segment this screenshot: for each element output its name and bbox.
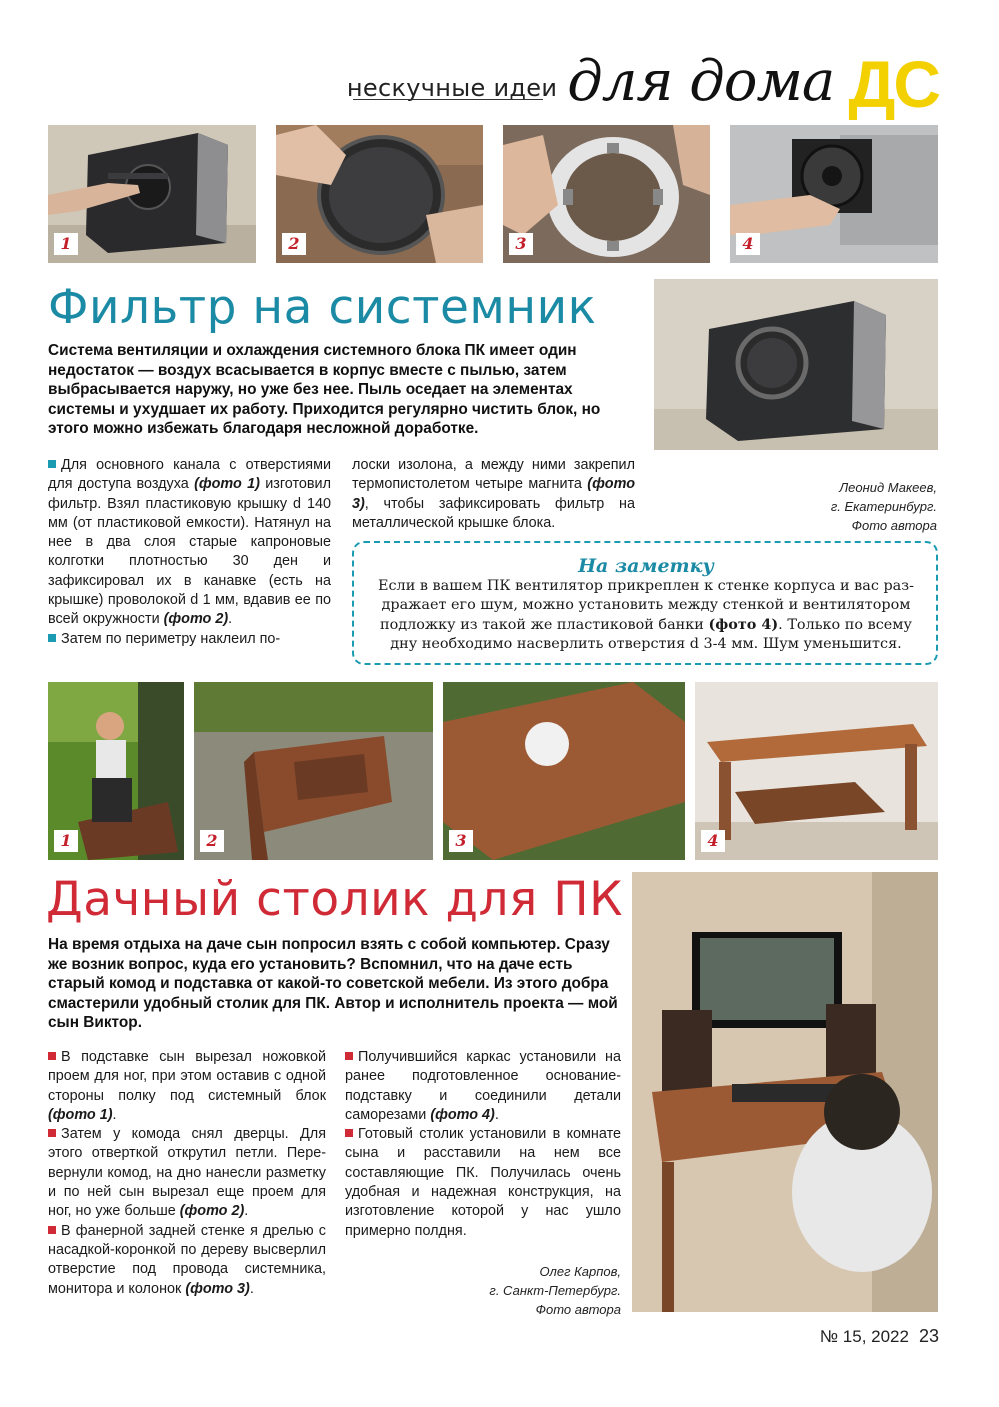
photo-credit: Фото автора <box>851 518 937 533</box>
bullet-square-icon <box>48 634 56 642</box>
photo-filter-lid-image <box>276 125 483 263</box>
photo-credit: Фото автора <box>535 1302 621 1317</box>
photo-number: 2 <box>200 830 224 852</box>
photo-case-fan-inside <box>730 125 938 263</box>
author-name: Олег Карпов, <box>539 1264 621 1279</box>
photo-case-fan-inside-image <box>730 125 938 263</box>
photo-number: 3 <box>449 830 473 852</box>
photo-reference: (фото 3) <box>185 1280 250 1297</box>
header-section-title: для дома <box>567 49 835 114</box>
section2-paragraph: В фанерной задней стенке я дрелью с насадкой-коронкой по дереву высверлил отверстие под провода системника, монитора и колонок (фото 3). <box>48 1222 326 1297</box>
section1-column-1 <box>48 456 331 649</box>
section2-paragraph: В подставке сын вырезал ножовкой проем для ног, при этом оставив с одной стороны полку под системный блок (фото 1). <box>48 1049 326 1123</box>
section1-paragraph: Для основного канала с отверстиями для доступа воздуха (фото 1) изготовил фильтр. Взял пластиковую крышку d 140 мм (от пластиковой емкости). Натянул на нее в два слоя старые капроновые колготки плотностью 30 ден и зафиксировал их в канавке (есть на крышке) проволокой d 1 мм, вдавив ее по всей окружности (фото 2). <box>48 457 331 628</box>
page-number: 23 <box>918 1326 939 1346</box>
author-city: г. Екатеринбург. <box>830 499 937 514</box>
section1-paragraph: Затем по периметру наклеил по- <box>48 630 331 649</box>
photo-number: 1 <box>54 830 78 852</box>
photo-number: 1 <box>54 233 78 255</box>
photo-finished-desk-image <box>632 872 938 1312</box>
author-name: Леонид Макеев, <box>839 480 937 495</box>
bullet-square-icon <box>48 1129 56 1137</box>
section2-credit <box>380 1262 621 1319</box>
tip-title: На заметку <box>578 555 714 577</box>
photo-number: 2 <box>282 233 306 255</box>
section2-column-1 <box>48 1048 326 1299</box>
bullet-square-icon <box>345 1052 353 1060</box>
photo-reference: (фото 2) <box>179 1203 245 1220</box>
photo-pc-case-fan <box>48 125 256 263</box>
photo-number: 3 <box>509 233 533 255</box>
photo-finished-desk <box>632 872 938 1312</box>
photo-filter-lid <box>276 125 483 263</box>
photo-reference: (фото 1) <box>194 476 260 493</box>
section2-paragraph: Готовый столик установили в комнате сына и расставили на нем все составляющие ПК. Получилась очень удобная и надежная конструкция, на изготовление которой у нас ушло примерно полдня. <box>345 1126 621 1239</box>
issue-number: № 15, 2022 <box>819 1327 909 1346</box>
section2-column-2 <box>345 1048 621 1241</box>
photo-filter-magnets <box>503 125 710 263</box>
photo-reference: (фото 3) <box>352 476 635 512</box>
bullet-square-icon <box>48 1226 56 1234</box>
photo-reference: (фото 1) <box>48 1106 113 1123</box>
section1-paragraph: лоски изолона, а между ними закрепил термопистолетом четыре магнита (фото 3), чтобы зафиксировать фильтр на металлической крышке блока. <box>352 457 635 531</box>
photo-dresser-upside-down-image <box>194 682 433 860</box>
photo-number: 4 <box>736 233 760 255</box>
magazine-logo: ДС <box>848 46 939 121</box>
photo-reference: (фото 4) <box>708 616 779 633</box>
photo-dresser-upside-down <box>194 682 433 860</box>
tip-box <box>352 541 938 665</box>
bullet-square-icon <box>48 1052 56 1060</box>
section1-lead: Система вентиляции и охлаждения системного блока ПК имеет один недостаток — воздух всасывается в корпус вместе с пылью, затем выбрасывается наружу, но уже без нее. Пыль оседает на элементах системы и ухудшает их работу. Приходится регулярно чистить блок, но этого можно избежать благодаря несложной доработке. <box>48 342 601 438</box>
section2-title: Дачный столик для ПК <box>46 872 623 927</box>
section1-column-2 <box>352 456 635 533</box>
header-kicker: нескучные идеи <box>346 74 558 102</box>
photo-assembled-frame <box>695 682 938 860</box>
photo-pc-with-filter-image <box>654 279 938 450</box>
photo-assembled-frame-image <box>695 682 938 860</box>
photo-boy-stand <box>48 682 184 860</box>
author-city: г. Санкт-Петербург. <box>489 1283 621 1298</box>
photo-drilled-hole <box>443 682 685 860</box>
photo-drilled-hole-image <box>443 682 685 860</box>
page-footer <box>820 1326 939 1347</box>
photo-number: 4 <box>701 830 725 852</box>
magazine-header <box>346 44 939 121</box>
header-underline <box>353 99 543 100</box>
section1-title: Фильтр на системник <box>48 280 597 335</box>
section2-lead: На время отдыха на даче сын попросил взять с собой компьютер. Сразу же возник вопрос, куда его установить? Вспомнил, что на даче есть старый комод и подставка от какой-то советской мебели. Из этого добра смастерили удобный столик для ПК. Автор и исполнитель проекта — мой сын Виктор. <box>48 936 618 1032</box>
tip-body: Если в вашем ПК вентилятор прикреплен к стенке корпуса и вас раздражает его шум, можно установить между стенкой и вентилятором подложку из такой же пластиковой банки (фото 4). Только по всему дну необходимо насверлить отверстия d 3-4 мм. Шум уменьшится. <box>377 578 914 652</box>
photo-pc-with-filter <box>654 279 938 450</box>
photo-pc-case-fan-image <box>48 125 256 263</box>
photo-reference: (фото 2) <box>163 611 229 628</box>
bullet-square-icon <box>48 460 56 468</box>
photo-filter-magnets-image <box>503 125 710 263</box>
section1-credit <box>687 478 937 535</box>
section2-paragraph: Получившийся каркас установили на ранее подготовленное основание-подставку и соединили детали саморезами (фото 4). <box>345 1049 621 1123</box>
photo-reference: (фото 4) <box>430 1106 495 1123</box>
bullet-square-icon <box>345 1129 353 1137</box>
section2-paragraph: Затем у комода снял дверцы. Для этого отверткой открутил петли. Перевернули комод, на дно нанесли разметку и по ней сын вырезал еще проем для ног, но уже больше (фото 2). <box>48 1126 326 1220</box>
